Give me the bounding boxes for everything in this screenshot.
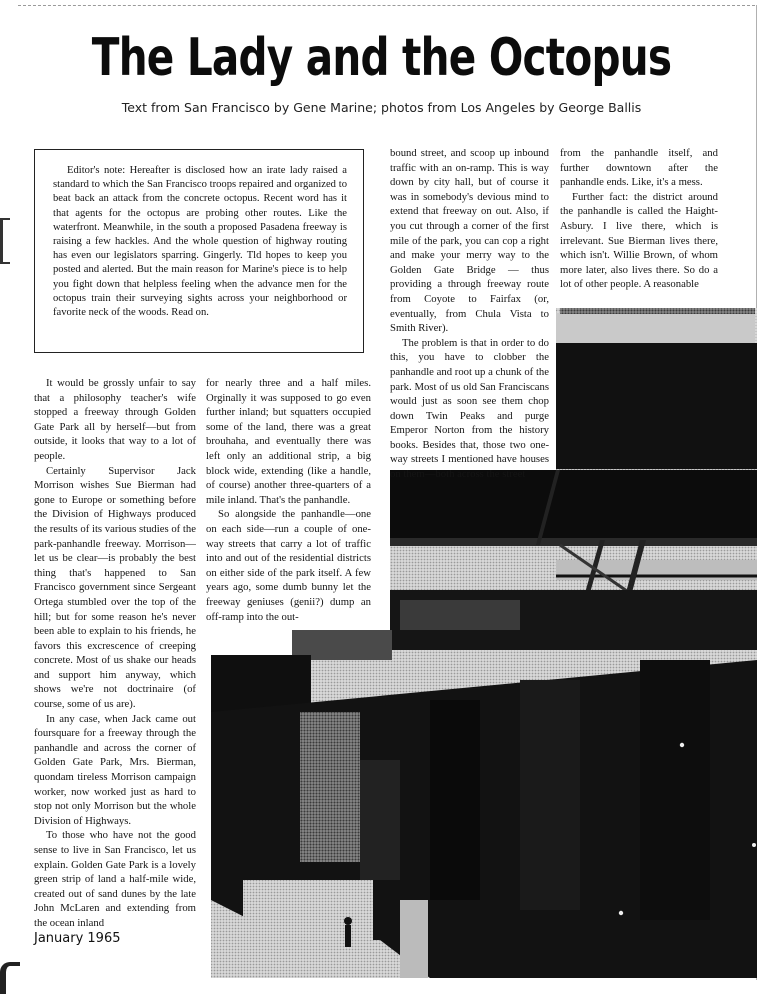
paragraph: The problem is that in order to do this, you have to clobber the panhandle and root up a chunk of the park. Most of us old San Franciscans would just as soon see them chop down Twin Peaks and purge Emperor Norton from the history books. Besides that, those two one-way streets I mentioned have houses on them—both across the street: [390, 336, 549, 481]
issue-date: January 1965: [34, 931, 121, 946]
editors-note-box: [34, 149, 364, 353]
article-column-4: [560, 146, 718, 292]
article-byline: Text from San Francisco by Gene Marine; photos from Los Angeles by George Ballis: [121, 100, 642, 115]
editors-note-text: Editor's note: Hereafter is disclosed how an irate lady raised a standard to which the San Francisco troops repaired and organized to beat back an attack from the concrete octopus. Recent word has it that agents for the octopus are probing other routes. Like the waterfront. Meanwhile, in the south a proposed Pasadena freeway is raising a few hackles. And the whole question of highway routing has even our legislators sparring. Gingerly. Tld hopes to keep you posted and alerted. But the main reason for Marine's piece is to help you fight down that helpless feeling when the advance men for the octopus train their surveying sights across your neighborhood or favorite neck of the woods. Read on.: [53, 165, 347, 319]
article-column-3: [390, 146, 549, 482]
paragraph: for nearly three and a half miles. Orginally it was supposed to go even further inland; but squatters occupied some of the land, there was a great brouhaha, and eventually there was left only an additional strip, a big block wide, extending (like a handle, of course) another three-quarters of a mile inland. That's the panhandle.: [206, 377, 371, 506]
article-column-1: [34, 376, 196, 931]
paragraph: Certainly Supervisor Jack Morrison wishes Sue Bierman had gone to Europe or something before the Division of Highways produced the results of its various studies of the park-panhandle freeway. Morrison—let us be clear—is probably the best thing that's happened to San Francisco government since Sergeant Ortega stumbled over the top of the hill; but for some reason he's never been able to explain to his friends, he favors this excrescence of creeping concrete. Most of us shake our heads and support him anyway, which shows we're not doctrinaire (of course, some of us are).: [34, 464, 196, 711]
paragraph: from the panhandle itself, and further downtown after the panhandle ends. Like, it's a mess.: [560, 147, 718, 189]
paragraph: It would be grossly unfair to say that a philosophy teacher's wife stopped a freeway through Golden Gate Park all by herself—but from outside, it looks that way to a lot of people.: [34, 377, 196, 462]
article-title: The Lady and the Octopus: [91, 28, 672, 88]
paragraph: bound street, and scoop up inbound traffic with an on-ramp. This is way down by city hall, but of course it was in somebody's devious mind to extend that freeway on out. Also, if you cut through a corner of the first mile of the park, you can cop a right and make your merry way to the Golden Gate Bridge — thus providing a through freeway route from Coyote to Fairfax (or, eventually, from Chula Vista to Smith River).: [390, 147, 549, 335]
article-column-2: [206, 376, 371, 624]
paragraph: In any case, when Jack came out foursquare for a freeway through the panhandle and across the corner of Golden Gate Park, Mrs. Bierman, quondam tireless Morrison campaign worker, now worked just as hard to stop not only Morrison but the whole Division of Highways.: [34, 712, 196, 827]
paragraph: So alongside the panhandle—one on each side—run a couple of one-way streets that carry a lot of traffic into and out of the residential districts on either side of the park itself. A few years ago, some dumb bunny let the freeway geniuses (genii?) dump an off-ramp into the out-: [206, 508, 371, 623]
paragraph: Further fact: the district around the panhandle is called the Haight-Asbury. I live there, which is irrelevant. Sue Bierman lives there, which isn't. Willie Brown, of whom more later, also lives there. So do a lot of other people. A reasonable: [560, 190, 718, 291]
paragraph: To those who have not the good sense to live in San Francisco, let us explain. Golden Gate Park is a lovely green strip of land a half-mile wide, created out of sand dunes by the late John McLaren and extending from the ocean inland: [34, 829, 196, 929]
